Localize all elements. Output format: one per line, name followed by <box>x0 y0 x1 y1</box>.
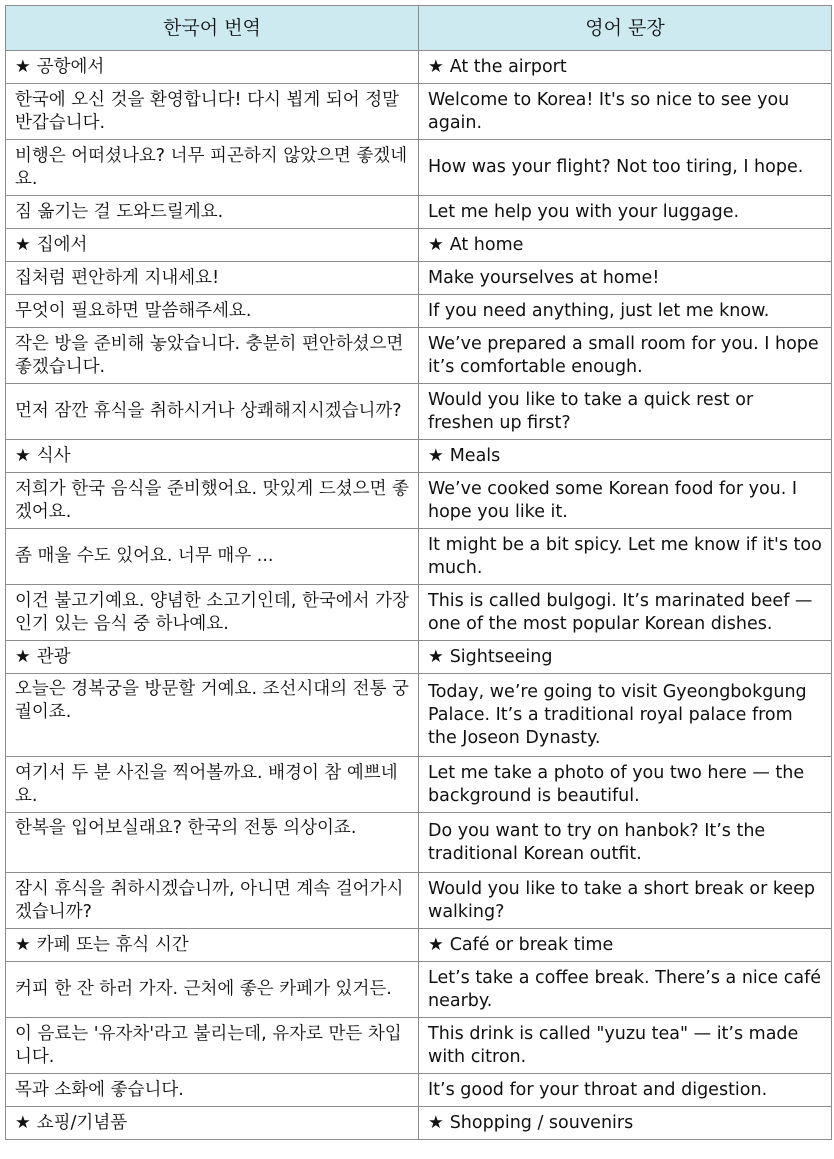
table-row <box>6 585 832 641</box>
korean-cell: 이 음료는 '유자차'라고 불리는데, 유자로 만든 차입니다. <box>6 1018 419 1074</box>
section-english: ★ Meals <box>419 440 832 473</box>
korean-cell: 여기서 두 분 사진을 찍어볼까요. 배경이 참 예쁘네요. <box>6 757 419 813</box>
english-cell: This is called bulgogi. It’s marinated beef — one of the most popular Korean dishes. <box>419 585 832 641</box>
english-cell: Would you like to take a quick rest or freshen up first? <box>419 384 832 440</box>
english-cell: Let me take a photo of you two here — the background is beautiful. <box>419 757 832 813</box>
english-cell: Today, we’re going to visit Gyeongbokgung Palace. It’s a traditional royal palace from the Joseon Dynasty. <box>419 674 832 757</box>
english-cell: Make yourselves at home! <box>419 262 832 295</box>
korean-cell: 오늘은 경복궁을 방문할 거예요. 조선시대의 전통 궁궐이죠. <box>6 674 419 757</box>
section-english: ★ At home <box>419 229 832 262</box>
korean-cell: 저희가 한국 음식을 준비했어요. 맛있게 드셨으면 좋겠어요. <box>6 473 419 529</box>
table-row <box>6 757 832 813</box>
star-icon: ★ <box>15 445 31 466</box>
table-row <box>6 674 832 757</box>
star-icon: ★ <box>428 445 444 466</box>
section-english: ★ Shopping / souvenirs <box>419 1107 832 1140</box>
english-cell: We’ve prepared a small room for you. I hope it’s comfortable enough. <box>419 328 832 384</box>
korean-cell: 집처럼 편안하게 지내세요! <box>6 262 419 295</box>
korean-cell: 먼저 잠깐 휴식을 취하시거나 상쾌해지시겠습니까? <box>6 384 419 440</box>
section-korean: ★ 식사 <box>6 440 419 473</box>
english-cell: Welcome to Korea! It's so nice to see you again. <box>419 84 832 140</box>
section-row <box>6 929 832 962</box>
star-icon: ★ <box>15 934 31 955</box>
korean-cell: 이건 불고기예요. 양념한 소고기인데, 한국에서 가장 인기 있는 음식 중 하나예요. <box>6 585 419 641</box>
section-row <box>6 229 832 262</box>
star-icon: ★ <box>15 56 31 77</box>
section-korean: ★ 집에서 <box>6 229 419 262</box>
star-icon: ★ <box>428 56 444 77</box>
korean-cell: 좀 매울 수도 있어요. 너무 매우 ... <box>6 529 419 585</box>
korean-cell: 잠시 휴식을 취하시겠습니까, 아니면 계속 걸어가시겠습니까? <box>6 873 419 929</box>
table-row <box>6 473 832 529</box>
section-row <box>6 1107 832 1140</box>
star-icon: ★ <box>428 934 444 955</box>
section-english: ★ Café or break time <box>419 929 832 962</box>
section-korean: ★ 쇼핑/기념품 <box>6 1107 419 1140</box>
table-row <box>6 813 832 873</box>
table-row <box>6 529 832 585</box>
table-row <box>6 1074 832 1107</box>
star-icon: ★ <box>428 1112 444 1133</box>
english-cell: Would you like to take a short break or keep walking? <box>419 873 832 929</box>
table-row <box>6 196 832 229</box>
table-row <box>6 262 832 295</box>
table-row <box>6 384 832 440</box>
english-cell: It might be a bit spicy. Let me know if it's too much. <box>419 529 832 585</box>
english-cell: If you need anything, just let me know. <box>419 295 832 328</box>
korean-cell: 비행은 어떠셨나요? 너무 피곤하지 않았으면 좋겠네요. <box>6 140 419 196</box>
table-row <box>6 873 832 929</box>
phrase-table <box>5 5 832 1140</box>
table-row <box>6 140 832 196</box>
section-english: ★ Sightseeing <box>419 641 832 674</box>
section-korean: ★ 카페 또는 휴식 시간 <box>6 929 419 962</box>
star-icon: ★ <box>428 646 444 667</box>
english-cell: We’ve cooked some Korean food for you. I hope you like it. <box>419 473 832 529</box>
star-icon: ★ <box>15 1112 31 1133</box>
table-header-row <box>6 6 832 51</box>
korean-cell: 짐 옮기는 걸 도와드릴게요. <box>6 196 419 229</box>
table-row <box>6 84 832 140</box>
korean-cell: 한복을 입어보실래요? 한국의 전통 의상이죠. <box>6 813 419 873</box>
korean-cell: 한국에 오신 것을 환영합니다! 다시 뵙게 되어 정말 반갑습니다. <box>6 84 419 140</box>
table-row <box>6 328 832 384</box>
english-cell: Let’s take a coffee break. There’s a nice café nearby. <box>419 962 832 1018</box>
korean-cell: 목과 소화에 좋습니다. <box>6 1074 419 1107</box>
english-cell: It’s good for your throat and digestion. <box>419 1074 832 1107</box>
english-cell: Do you want to try on hanbok? It’s the traditional Korean outfit. <box>419 813 832 873</box>
star-icon: ★ <box>15 234 31 255</box>
table-row <box>6 962 832 1018</box>
english-cell: Let me help you with your luggage. <box>419 196 832 229</box>
section-row <box>6 51 832 84</box>
star-icon: ★ <box>15 646 31 667</box>
korean-cell: 무엇이 필요하면 말씀해주세요. <box>6 295 419 328</box>
table-row <box>6 1018 832 1074</box>
star-icon: ★ <box>428 234 444 255</box>
section-row <box>6 440 832 473</box>
header-english: 영어 문장 <box>419 6 832 51</box>
korean-cell: 커피 한 잔 하러 가자. 근처에 좋은 카페가 있거든. <box>6 962 419 1018</box>
header-korean: 한국어 번역 <box>6 6 419 51</box>
english-cell: This drink is called "yuzu tea" — it’s made with citron. <box>419 1018 832 1074</box>
section-row <box>6 641 832 674</box>
english-cell: How was your flight? Not too tiring, I hope. <box>419 140 832 196</box>
section-korean: ★ 관광 <box>6 641 419 674</box>
section-korean: ★ 공항에서 <box>6 51 419 84</box>
section-english: ★ At the airport <box>419 51 832 84</box>
korean-cell: 작은 방을 준비해 놓았습니다. 충분히 편안하셨으면 좋겠습니다. <box>6 328 419 384</box>
table-row <box>6 295 832 328</box>
